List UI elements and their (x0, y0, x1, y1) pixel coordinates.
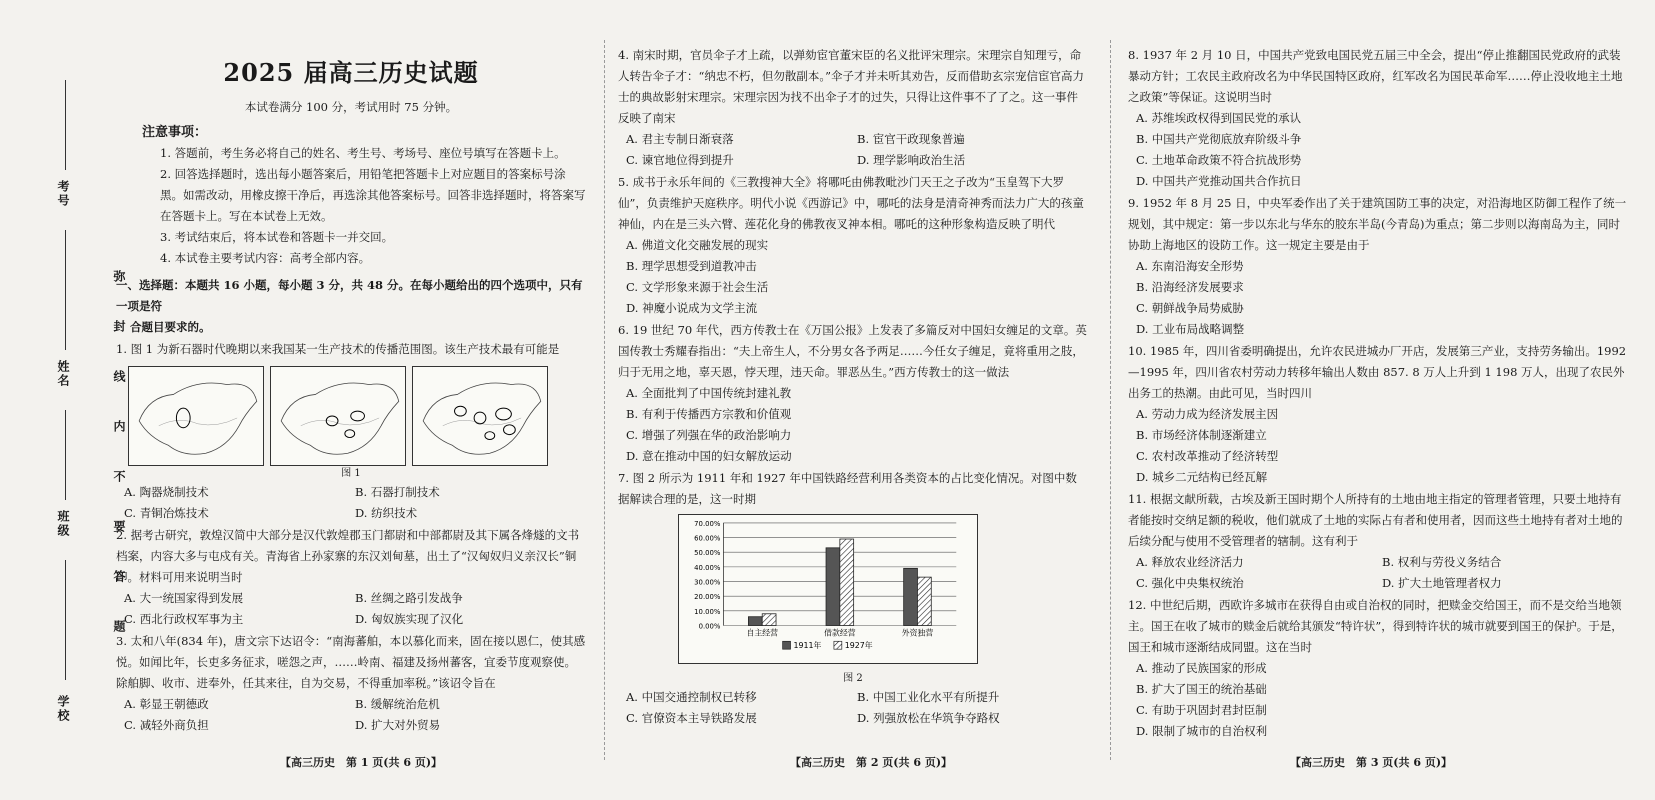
question-9 (1128, 193, 1628, 340)
binding-label-name: 姓名 (56, 360, 70, 388)
option: C. 增强了列强在华的政治影响力 (626, 428, 792, 442)
option: D. 神魔小说成为文学主流 (626, 301, 758, 315)
question-stem: 11. 根据文献所载，古埃及新王国时期个人所持有的土地由地主指定的管理者管理，只要土地持有者能按时交纳足额的税收，他们就成了土地的实际占有者和使用者，因而这些土地持有者对土地的后续分配与使用不受管理者的辖制。这有利于 (1128, 492, 1623, 548)
china-map-2 (270, 366, 406, 466)
y-tick-label: 60.00% (694, 534, 721, 543)
option: C. 农村改革推动了经济转型 (1136, 449, 1279, 463)
question-stem: 8. 1937 年 2 月 10 日，中国共产党致电国民党五届三中全会，提出“停止推翻国民党政府的武装暴动方针；工农民主政府改名为中华民国特区政府，红军改名为国民革命军……停止没收地主土地之政策”等保证。这说明当时 (1128, 48, 1623, 104)
binding-strip (30, 30, 126, 770)
option: C. 文学形象来源于社会生活 (626, 280, 769, 294)
page-footer: 【高三历史 第 2 页(共 6 页)】 (790, 756, 953, 769)
option: B. 市场经济体制逐渐建立 (1136, 428, 1267, 442)
question-stem: 7. 图 2 所示为 1911 年和 1927 年中国铁路经营利用各类资本的占比变化情况。对图中数据解读合理的是，这一时期 (618, 471, 1077, 506)
options (618, 129, 1088, 171)
china-map-3 (412, 366, 548, 466)
option: A. 东南沿海安全形势 (1136, 259, 1244, 273)
option: D. 扩大土地管理者权力 (1382, 576, 1502, 590)
option: B. 理学思想受到道教冲击 (626, 259, 757, 273)
option: B. 有利于传播西方宗教和价值观 (626, 407, 792, 421)
x-category-label: 外资独营 (901, 628, 934, 638)
page-footer: 【高三历史 第 3 页(共 6 页)】 (1290, 756, 1453, 769)
notice-list (116, 143, 586, 269)
binding-line (65, 410, 66, 500)
option: D. 理学影响政治生活 (857, 153, 966, 167)
option: D. 中国共产党推动国共合作抗日 (1136, 174, 1302, 188)
china-map-1 (128, 366, 264, 466)
question-stem: 4. 南宋时期，官员伞子才上疏，以弹劾宦官董宋臣的名义批评宋理宗。宋理宗自知理亏，命人转告伞子才：“纳忠不朽，但勿散副本。”伞子才并未听其劝告，反而借助玄宗宠信宦官高力士的典故影射宋理宗。宋理宗因为找不出伞子才的过失，只得让这件事不了了之。这一事件反映了南宋 (618, 48, 1085, 125)
option: A. 彰显王朝德政 (124, 697, 209, 711)
page-3-column (1128, 44, 1628, 742)
question-3 (116, 631, 586, 736)
option: C. 西北行政权军事为主 (124, 612, 244, 626)
question-1 (116, 339, 586, 524)
options (116, 694, 586, 736)
option: D. 扩大对外贸易 (355, 718, 441, 732)
notice-item: 3. 考试结束后，将本试卷和答题卡一并交回。 (160, 230, 394, 244)
option: A. 全面批判了中国传统封建礼教 (626, 386, 792, 400)
notice-item: 1. 答题前，考生务必将自己的姓名、考生号、考场号、座位号填写在答题卡上。 (160, 146, 566, 160)
option: C. 朝鲜战争局势威胁 (1136, 301, 1244, 315)
option: A. 大一统国家得到发展 (124, 591, 244, 605)
option: D. 纺织技术 (355, 506, 418, 520)
option: A. 苏维埃政权得到国民党的承认 (1136, 111, 1302, 125)
options (618, 235, 1088, 319)
y-tick-label: 30.00% (694, 578, 721, 587)
figure-1-maps (128, 366, 586, 466)
page-divider (1110, 40, 1111, 760)
option: B. 石器打制技术 (355, 485, 440, 499)
bar-1927年-自主经营 (762, 614, 776, 626)
option: B. 缓解统治危机 (355, 697, 440, 711)
seal-line-text: 弥封线内不要答题 (112, 270, 126, 670)
exam-title: 2025 届高三历史试题 (223, 58, 479, 87)
option: A. 推动了民族国家的形成 (1136, 661, 1267, 675)
binding-label-exam-number: 考号 (56, 180, 70, 208)
option: B. 扩大了国王的统治基础 (1136, 682, 1267, 696)
option: B. 宦官干政现象普遍 (857, 132, 965, 146)
y-tick-label: 0.00% (698, 622, 721, 631)
option: A. 陶器烧制技术 (124, 485, 209, 499)
x-category-label: 自主经营 (746, 628, 778, 638)
section-heading-cont: 合题目要求的。 (130, 320, 211, 334)
y-tick-label: 50.00% (694, 549, 721, 558)
binding-label-class: 班级 (56, 510, 70, 538)
question-12 (1128, 595, 1628, 742)
binding-label-school: 学校 (56, 695, 70, 723)
legend-label: 1927年 (844, 641, 873, 651)
figure-caption: 图 1 (341, 468, 361, 479)
option: B. 中国工业化水平有所提升 (857, 690, 1000, 704)
binding-line (65, 560, 66, 680)
notice-title: 注意事项： (142, 125, 208, 140)
option: D. 列强放松在华筑争夺路权 (857, 711, 1000, 725)
question-stem: 12. 中世纪后期，西欧许多城市在获得自由或自治权的同时，把赎金交给国王，而不是交给当地领主。国王在收了城市的赎金后就给其颁发“特许状”，得到特许状的城市就要到国王的保护。于是，国王和城市逐渐结成同盟。这在当时 (1128, 598, 1623, 654)
page-1-column (116, 44, 586, 736)
y-tick-label: 70.00% (694, 519, 721, 528)
question-7 (618, 468, 1088, 729)
notice-item: 4. 本试卷主要考试内容：高考全部内容。 (160, 251, 371, 265)
question-10 (1128, 341, 1628, 488)
options (618, 687, 1088, 729)
legend-swatch (834, 641, 842, 649)
y-tick-label: 40.00% (694, 563, 721, 572)
page-footer: 【高三历史 第 1 页(共 6 页)】 (280, 756, 443, 769)
question-stem: 10. 1985 年，四川省委明确提出，允许农民进城办厂开店，发展第三产业，支持劳务输出。1992—1995 年，四川省农村劳动力转移年输出人数由 857. 8 万人上升到 1 198 万人，出现了农民外出务工的热潮。由此可见，当时四川 (1128, 344, 1627, 400)
options (1128, 552, 1628, 594)
bar-1911年-外资独营 (904, 568, 918, 625)
question-8 (1128, 45, 1628, 192)
question-stem: 9. 1952 年 8 月 25 日，中央军委作出了关于建筑国防工事的决定，对沿海地区防御工程作了统一规划，其中规定：第一步以东北与华东的胶东半岛(今青岛)为重点；第二步则以海南岛为主，同时协助上海地区的设防工作。这一规定主要是由于 (1128, 196, 1627, 252)
bar-1927年-外资独营 (917, 577, 931, 625)
bar-1927年-借款经营 (840, 539, 854, 625)
option: C. 减轻外商负担 (124, 718, 209, 732)
options (1128, 256, 1628, 340)
option: B. 丝绸之路引发战争 (355, 591, 463, 605)
section-heading: 一、选择题：本题共 16 小题，每小题 3 分，共 48 分。在每小题给出的四个选项中，只有一项是符 (116, 278, 583, 313)
option: A. 佛道文化交融发展的现实 (626, 238, 769, 252)
question-stem: 2. 据考古研究，敦煌汉简中大部分是汉代敦煌郡玉门都尉和中部都尉及其下属各烽燧的文书档案，内容大多与屯戍有关。青海省上孙家寨的东汉刘甸墓，出土了“汉匈奴归义亲汉长”铜印。材料可用来说明当时 (116, 528, 580, 584)
binding-line (65, 230, 66, 350)
option: B. 权利与劳役义务结合 (1382, 555, 1502, 569)
option: B. 中国共产党彻底放弃阶级斗争 (1136, 132, 1302, 146)
question-5 (618, 172, 1088, 319)
question-4 (618, 45, 1088, 171)
option: D. 城乡二元结构已经瓦解 (1136, 470, 1268, 484)
question-6 (618, 320, 1088, 467)
x-category-label: 借款经营 (824, 628, 856, 638)
options (116, 482, 586, 524)
binding-line (65, 80, 66, 170)
option: A. 君主专制日渐衰落 (626, 132, 734, 146)
option: C. 官僚资本主导铁路发展 (626, 711, 757, 725)
option: C. 土地革命政策不符合抗战形势 (1136, 153, 1302, 167)
options (1128, 658, 1628, 742)
question-stem: 1. 图 1 为新石器时代晚期以来我国某一生产技术的传播范围图。该生产技术最有可能是 (116, 342, 560, 356)
page-divider (604, 40, 605, 760)
y-tick-label: 20.00% (694, 593, 721, 602)
figure-caption: 图 2 (843, 673, 863, 684)
railway-capital-bar-chart (678, 514, 978, 664)
option: D. 意在推动中国的妇女解放运动 (626, 449, 792, 463)
option: A. 劳动力成为经济发展主因 (1136, 407, 1279, 421)
legend-swatch (783, 641, 791, 649)
y-tick-label: 10.00% (694, 607, 721, 616)
option: C. 有助于巩固封君封臣制 (1136, 703, 1267, 717)
question-stem: 6. 19 世纪 70 年代，西方传教士在《万国公报》上发表了多篇反对中国妇女缠足的文章。英国传教士秀耀春指出：“夫上帝生人，不分男女各予两足……今任女子缠足，竟将重用之肢，归于无用之地，辜天恩，悖天理，违天命。罪恶丛生。”西方传教士的这一做法 (618, 323, 1087, 379)
option: D. 工业布局战略调整 (1136, 322, 1245, 336)
options (618, 383, 1088, 467)
option: C. 谏官地位得到提升 (626, 153, 734, 167)
option: D. 匈奴族实现了汉化 (355, 612, 464, 626)
question-stem: 5. 成书于永乐年间的《三教搜神大全》将哪吒由佛教毗沙门天王之子改为“玉皇驾下大罗仙”，负责维护天庭秩序。明代小说《西游记》中，哪吒的法身是清奇神秀而法力广大的孩童神仙，内在是三头六臂、莲花化身的佛教夜叉神本相。哪吒的这种形象构造反映了明代 (618, 175, 1084, 231)
bar-1911年-借款经营 (826, 548, 840, 626)
exam-info: 本试卷满分 100 分，考试用时 75 分钟。 (244, 100, 458, 114)
options (116, 588, 586, 630)
option: B. 沿海经济发展要求 (1136, 280, 1244, 294)
option: C. 青铜冶炼技术 (124, 506, 209, 520)
question-11 (1128, 489, 1628, 594)
bar-1911年-自主经营 (748, 617, 762, 626)
options (1128, 108, 1628, 192)
option: C. 强化中央集权统治 (1136, 576, 1244, 590)
figure-2-chart (678, 514, 978, 671)
option: A. 释放农业经济活力 (1136, 555, 1244, 569)
page-2-column (618, 44, 1088, 729)
notice-item: 2. 回答选择题时，选出每小题答案后，用铅笔把答题卡上对应题目的答案标号涂黑。如需改动，用橡皮擦干净后，再选涂其他答案标号。回答非选择题时，将答案写在答题卡上。写在本试卷上无效。 (160, 167, 586, 223)
legend-label: 1911年 (793, 641, 822, 651)
question-2 (116, 525, 586, 630)
option: A. 中国交通控制权已转移 (626, 690, 757, 704)
question-stem: 3. 太和八年(834 年)，唐文宗下达诏令：“南海蕃舶，本以慕化而来，固在接以恩仁，使其感悦。如闻比年，长吏多务征求，嗟怨之声，……岭南、福建及扬州蕃客，宜委节度观察使。除舶脚、收市、进奉外，任其来往，自为交易，不得重加率税。”该诏令旨在 (116, 634, 586, 690)
option: D. 限制了城市的自治权利 (1136, 724, 1268, 738)
options (1128, 404, 1628, 488)
